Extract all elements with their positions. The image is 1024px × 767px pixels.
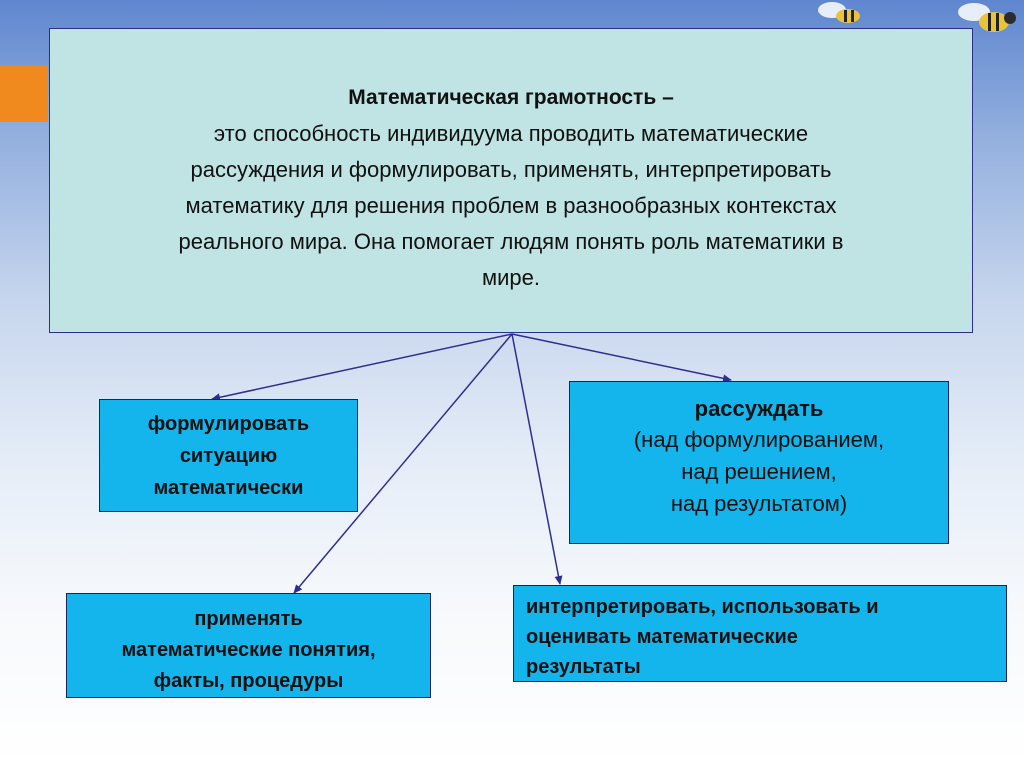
apply-box (66, 593, 431, 698)
definition-line: это способность индивидуума проводить математические (213, 121, 809, 146)
definition-title: Математическая грамотность – (348, 86, 674, 109)
apply-line: факты, процедуры (153, 670, 344, 692)
formulate-line: формулировать (147, 413, 310, 435)
formulate-box (99, 399, 358, 512)
apply-line: применять (194, 608, 303, 630)
interpret-line: результаты (526, 656, 641, 678)
reason-box (569, 381, 949, 544)
definition-line: мире. (482, 265, 540, 290)
interpret-line: интерпретировать, использовать и (526, 596, 879, 618)
reason-title: рассуждать (694, 396, 824, 421)
interpret-line: оценивать математические (526, 626, 798, 648)
definition-line: реального мира. Она помогает людям понять роль математики в (178, 229, 844, 254)
formulate-line: математически (153, 477, 304, 499)
definition-line: математику для решения проблем в разнообразных контекстах (185, 193, 837, 218)
reason-line: над решением, (681, 459, 837, 484)
arrow-to-reason (512, 334, 731, 380)
apply-line: математические понятия, (121, 639, 376, 661)
definition-line: рассуждения и формулировать, применять, интерпретировать (190, 157, 832, 182)
interpret-box (513, 585, 1007, 682)
formulate-line: ситуацию (179, 445, 278, 467)
arrow-to-formulate (212, 334, 512, 399)
reason-line: над результатом) (670, 491, 848, 516)
reason-line: (над формулированием, (633, 427, 885, 452)
arrow-to-interpret (512, 334, 560, 584)
